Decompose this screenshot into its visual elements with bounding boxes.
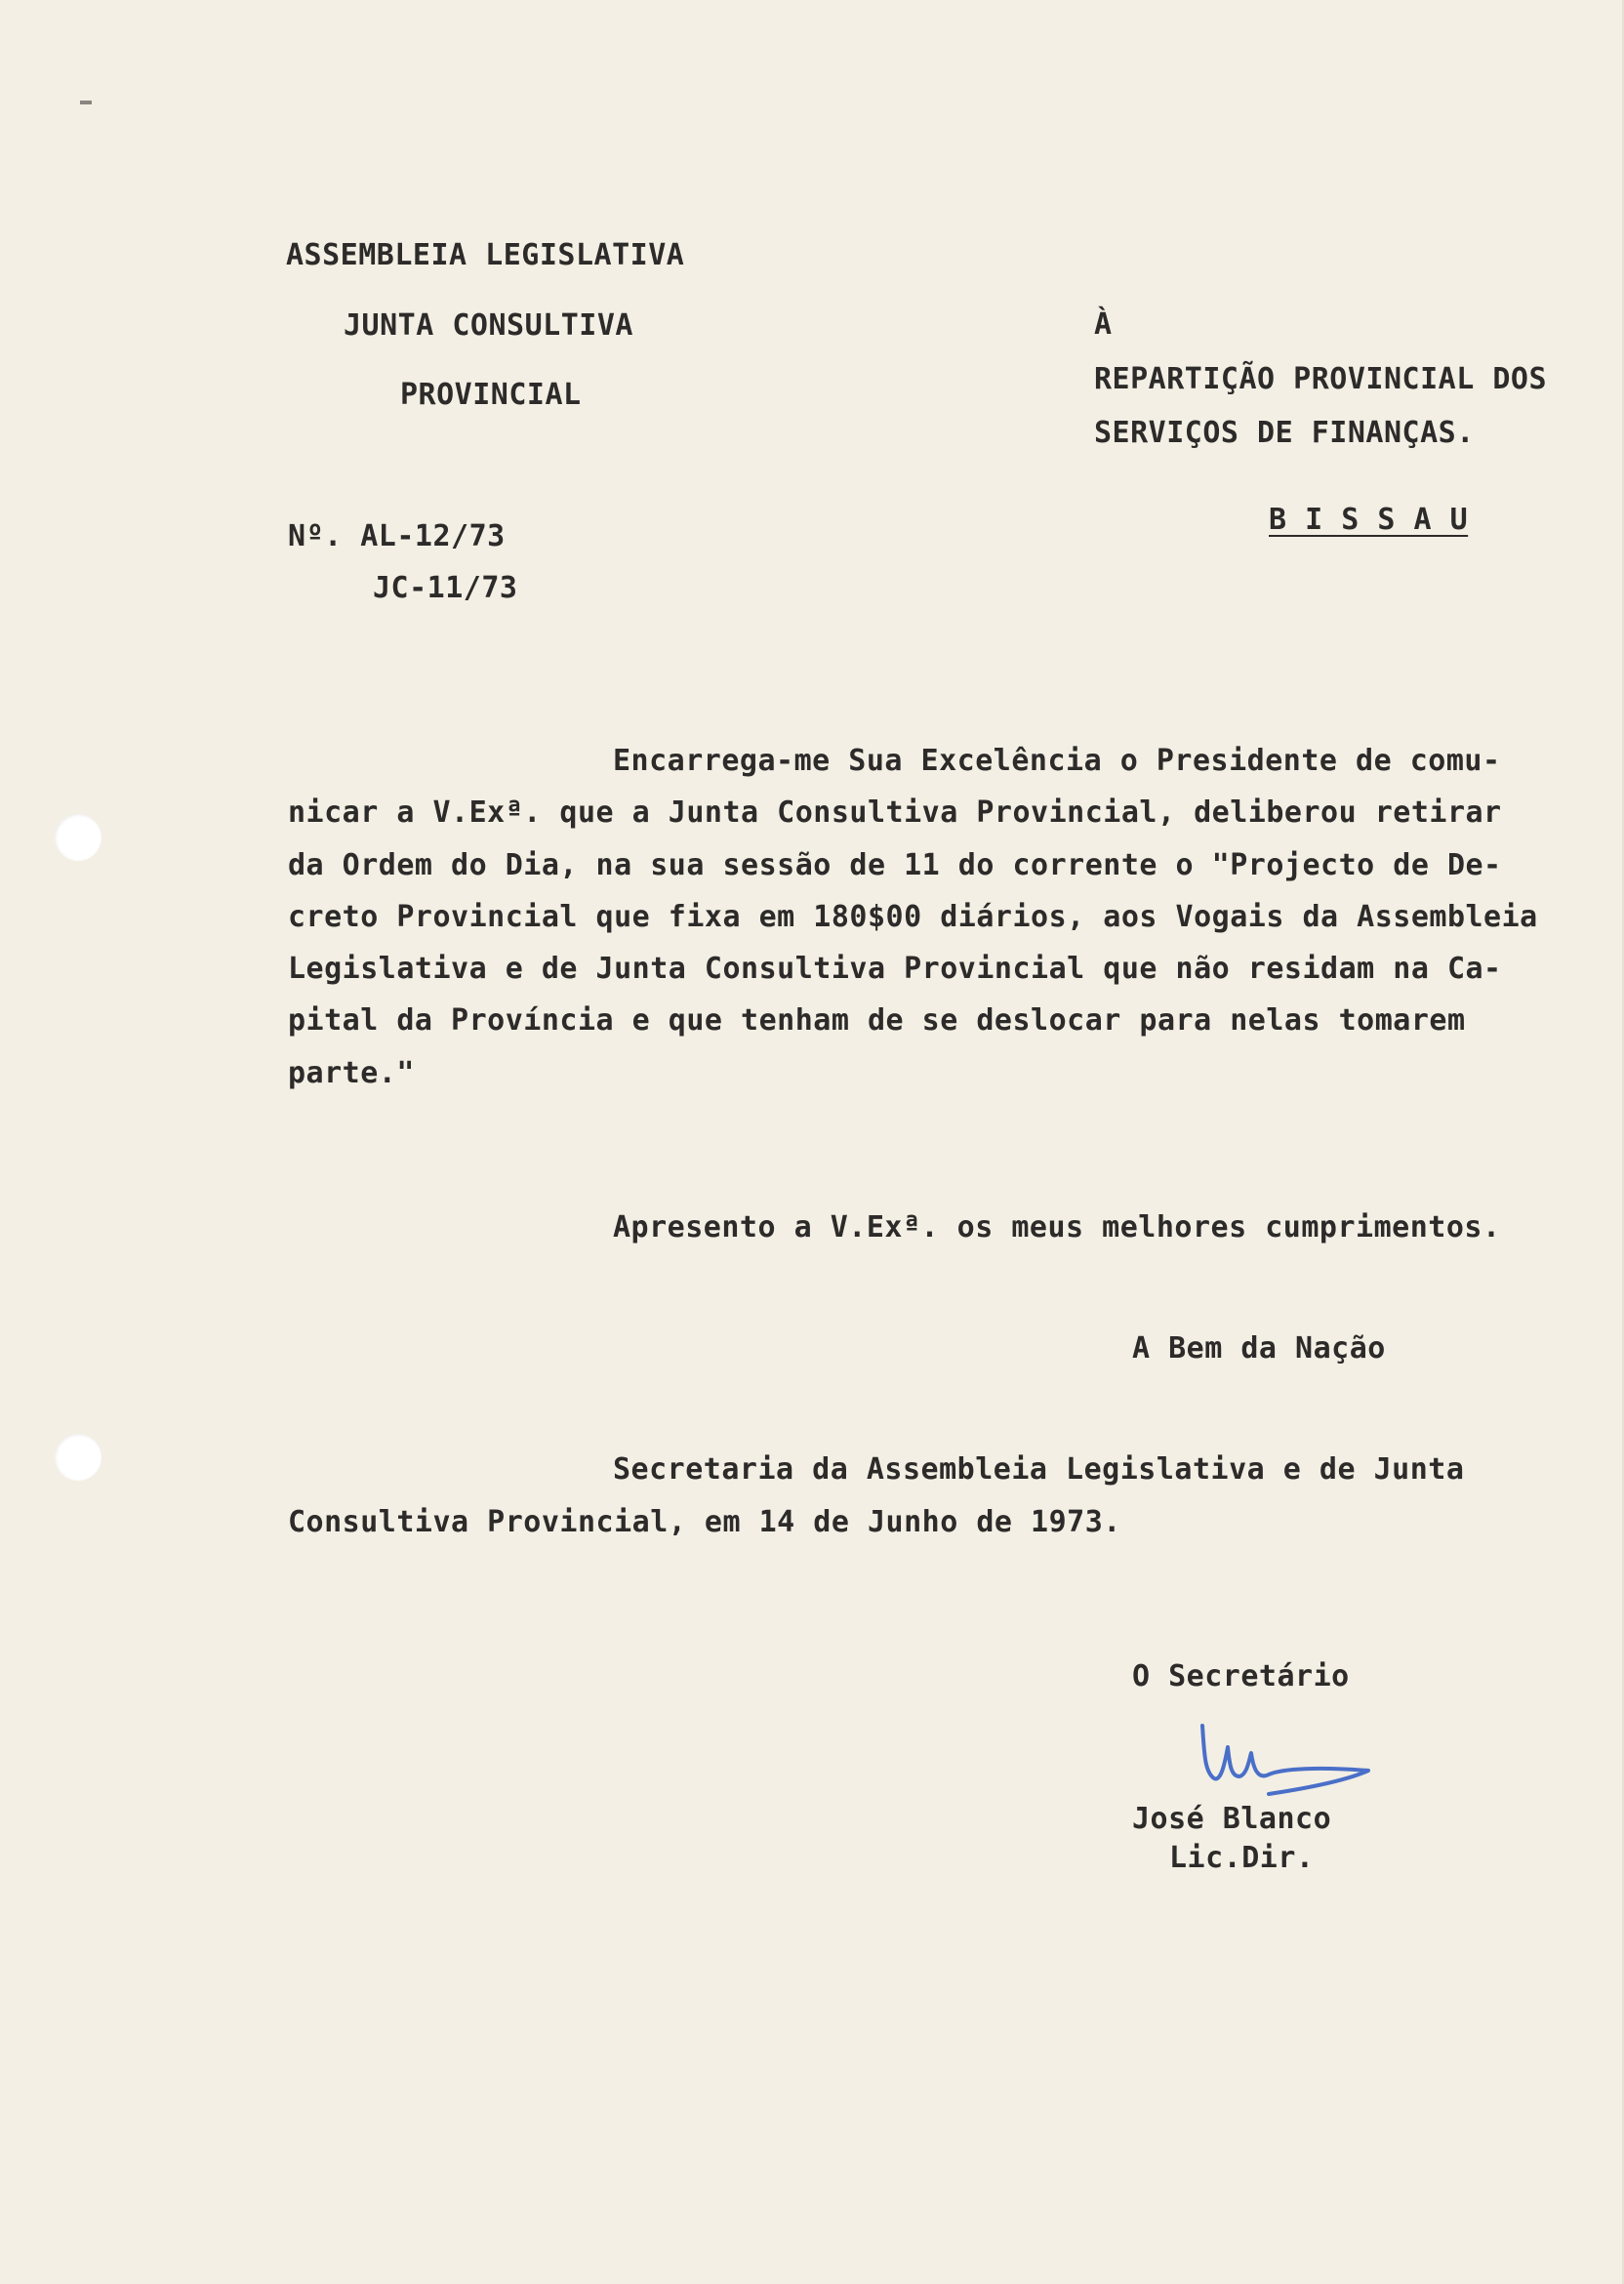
body-line-5: Legislativa e de Junta Consultiva Provincial que não residam na Ca- [288, 952, 1502, 986]
recipient-line-2: SERVIÇOS DE FINANÇAS. [1094, 416, 1475, 450]
signatory-degree: Lic.Dir. [1169, 1841, 1315, 1875]
body-line-4: creto Provincial que fixa em 180$00 diários, aos Vogais da Assembleia [288, 900, 1538, 934]
body-line-1: Encarrega-me Sua Excelência o Presidente de comu- [613, 744, 1501, 778]
stray-mark [80, 101, 92, 104]
handwritten-signature [1181, 1698, 1386, 1815]
closing-place-line-2: Consultiva Provincial, em 14 de Junho de 1973. [288, 1505, 1121, 1539]
punch-hole-upper [55, 814, 102, 861]
recipient-prefix: À [1094, 307, 1113, 342]
sender-line-1: ASSEMBLEIA LEGISLATIVA [286, 238, 685, 272]
body-line-2: nicar a V.Exª. que a Junta Consultiva Provincial, deliberou retirar [288, 795, 1502, 830]
signatory-name: José Blanco [1132, 1802, 1332, 1836]
closing-place-line-1: Secretaria da Assembleia Legislativa e de Junta [613, 1452, 1465, 1487]
recipient-line-1: REPARTIÇÃO PROVINCIAL DOS [1094, 362, 1548, 396]
sender-line-2: JUNTA CONSULTIVA [344, 308, 633, 343]
punch-hole-lower [55, 1434, 102, 1481]
body-line-3: da Ordem do Dia, na sua sessão de 11 do corrente o "Projecto de De- [288, 848, 1502, 882]
reference-sub-number: JC-11/73 [373, 571, 518, 605]
reference-number: Nº. AL-12/73 [288, 519, 506, 553]
closing-salutation: A Bem da Nação [1132, 1331, 1386, 1366]
sender-line-3: PROVINCIAL [400, 378, 582, 412]
recipient-city: B I S S A U [1269, 503, 1469, 537]
body-line-7: parte." [288, 1056, 415, 1090]
body-line-6: pital da Província e que tenham de se deslocar para nelas tomarem [288, 1003, 1466, 1038]
closing-greeting: Apresento a V.Exª. os meus melhores cumprimentos. [613, 1210, 1501, 1244]
signatory-title: O Secretário [1132, 1659, 1350, 1693]
